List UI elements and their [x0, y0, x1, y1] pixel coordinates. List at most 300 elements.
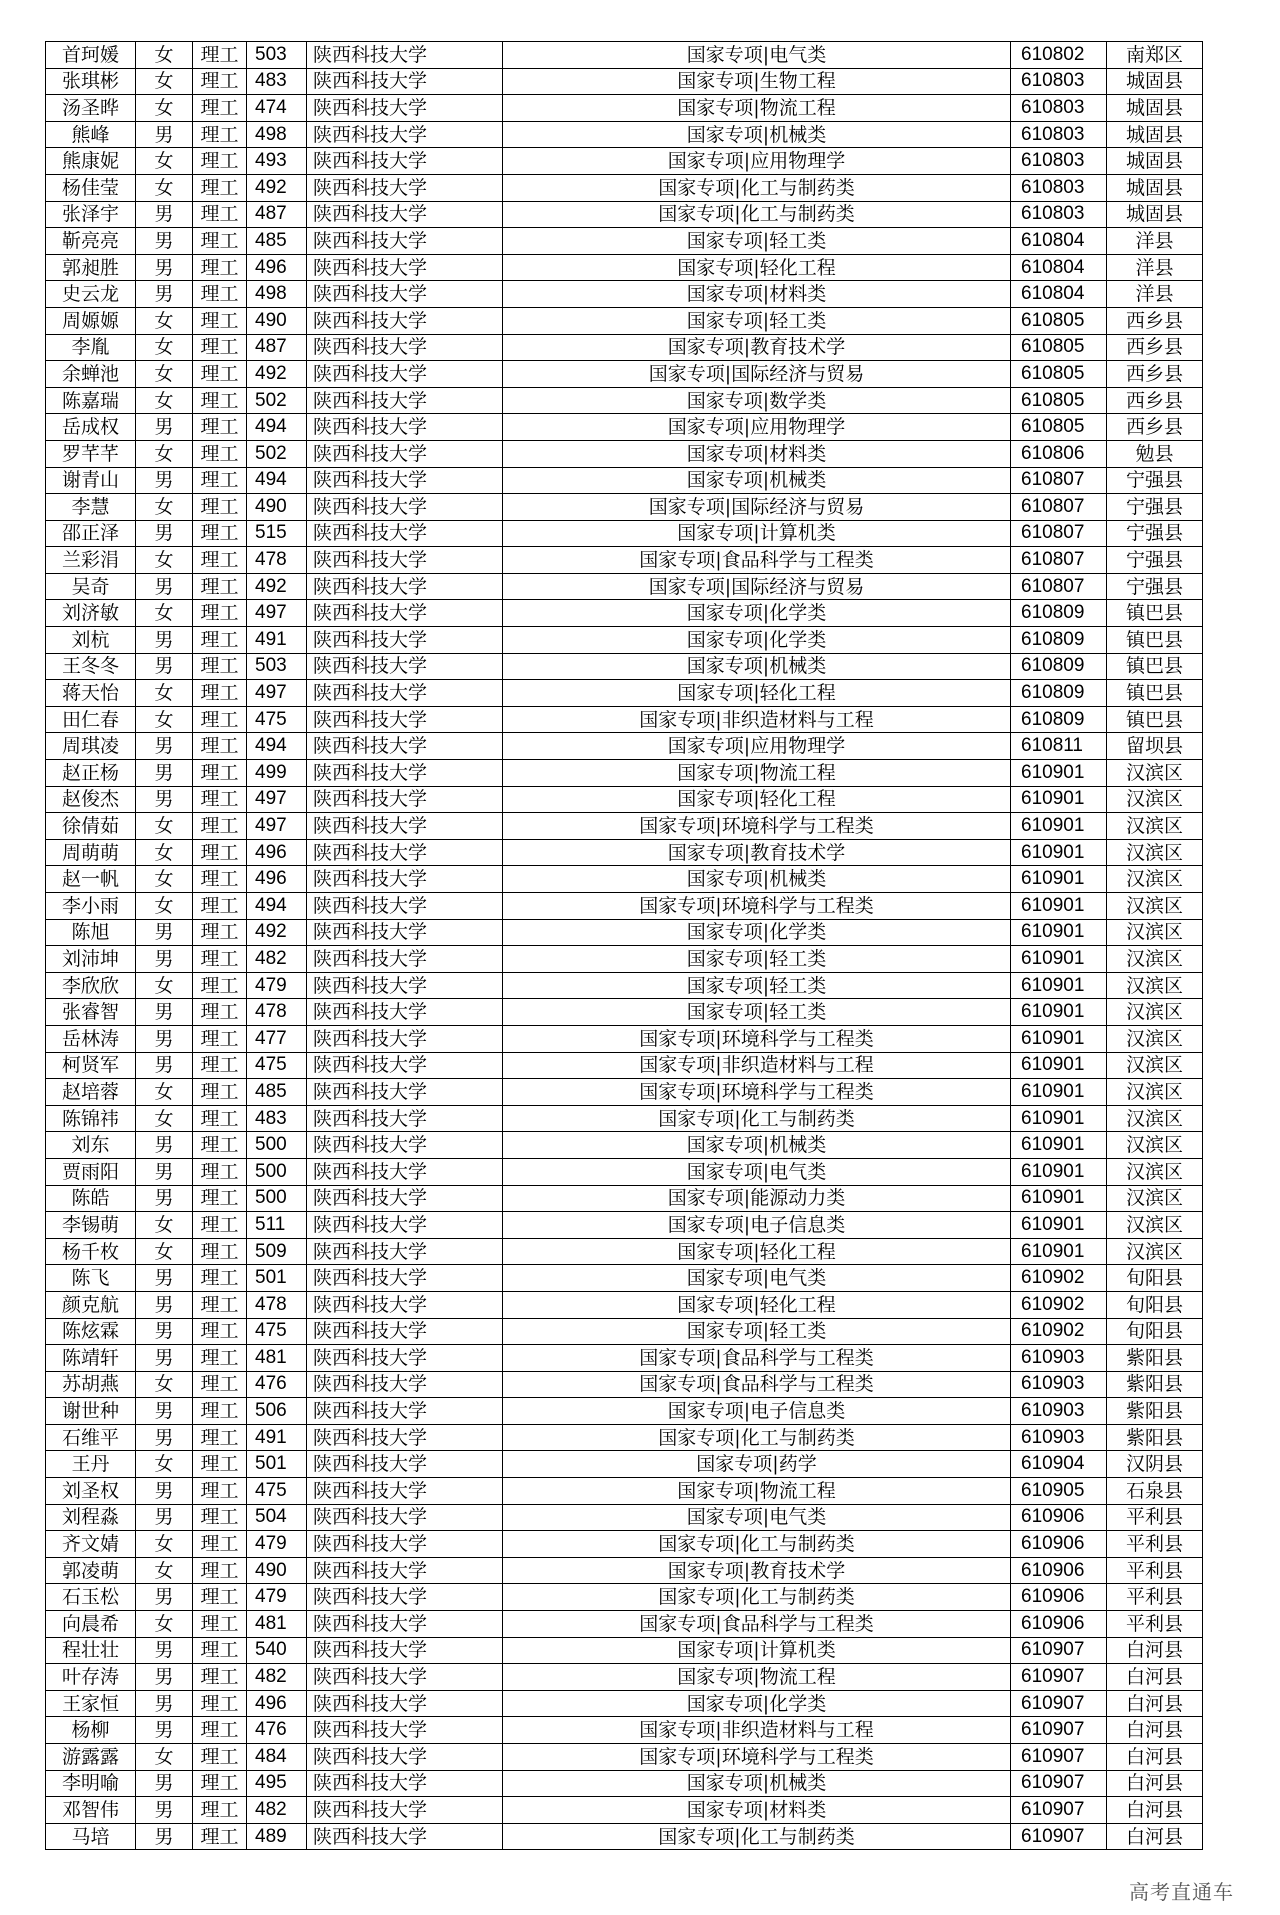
- table-row: [46, 999, 1203, 1026]
- school-name-cell: 陕西科技大学: [307, 1823, 503, 1850]
- student-name-cell: 李小雨: [46, 893, 136, 920]
- region-code-cell: 610807: [1011, 467, 1107, 494]
- gender-cell: 男: [136, 1797, 193, 1824]
- table-row: [46, 1079, 1203, 1106]
- student-name-cell: 靳亮亮: [46, 228, 136, 255]
- region-code-cell: 610902: [1011, 1318, 1107, 1345]
- district-cell: 白河县: [1107, 1717, 1203, 1744]
- gender-cell: 女: [136, 334, 193, 361]
- district-cell: 宁强县: [1107, 467, 1203, 494]
- student-name-cell: 史云龙: [46, 281, 136, 308]
- gender-cell: 女: [136, 600, 193, 627]
- student-name-cell: 程壮壮: [46, 1637, 136, 1664]
- gender-cell: 女: [136, 1371, 193, 1398]
- region-code-cell: 610906: [1011, 1557, 1107, 1584]
- district-cell: 城固县: [1107, 121, 1203, 148]
- table-row: [46, 148, 1203, 175]
- major-cell: 国家专项|电气类: [503, 1265, 1011, 1292]
- region-code-cell: 610809: [1011, 706, 1107, 733]
- gender-cell: 男: [136, 1637, 193, 1664]
- district-cell: 汉滨区: [1107, 1238, 1203, 1265]
- category-cell: 理工: [193, 228, 247, 255]
- category-cell: 理工: [193, 1025, 247, 1052]
- score-cell: 497: [247, 600, 307, 627]
- category-cell: 理工: [193, 1345, 247, 1372]
- student-name-cell: 陈飞: [46, 1265, 136, 1292]
- category-cell: 理工: [193, 972, 247, 999]
- gender-cell: 女: [136, 1238, 193, 1265]
- category-cell: 理工: [193, 706, 247, 733]
- major-cell: 国家专项|食品科学与工程类: [503, 547, 1011, 574]
- gender-cell: 男: [136, 254, 193, 281]
- district-cell: 汉滨区: [1107, 1052, 1203, 1079]
- gender-cell: 男: [136, 1664, 193, 1691]
- table-row: [46, 1584, 1203, 1611]
- student-name-cell: 李欣欣: [46, 972, 136, 999]
- gender-cell: 男: [136, 121, 193, 148]
- district-cell: 宁强县: [1107, 494, 1203, 521]
- school-name-cell: 陕西科技大学: [307, 121, 503, 148]
- major-cell: 国家专项|化工与制药类: [503, 1823, 1011, 1850]
- major-cell: 国家专项|化学类: [503, 600, 1011, 627]
- table-row: [46, 573, 1203, 600]
- major-cell: 国家专项|材料类: [503, 440, 1011, 467]
- region-code-cell: 610901: [1011, 1185, 1107, 1212]
- district-cell: 白河县: [1107, 1744, 1203, 1771]
- category-cell: 理工: [193, 627, 247, 654]
- major-cell: 国家专项|非织造材料与工程: [503, 1717, 1011, 1744]
- table-row: [46, 1717, 1203, 1744]
- major-cell: 国家专项|国际经济与贸易: [503, 494, 1011, 521]
- table-row: [46, 201, 1203, 228]
- gender-cell: 女: [136, 1531, 193, 1558]
- category-cell: 理工: [193, 866, 247, 893]
- score-cell: 492: [247, 361, 307, 388]
- score-cell: 476: [247, 1371, 307, 1398]
- district-cell: 平利县: [1107, 1611, 1203, 1638]
- category-cell: 理工: [193, 1451, 247, 1478]
- student-name-cell: 刘圣权: [46, 1478, 136, 1505]
- student-name-cell: 邓智伟: [46, 1797, 136, 1824]
- student-name-cell: 吴奇: [46, 573, 136, 600]
- student-name-cell: 石玉松: [46, 1584, 136, 1611]
- score-cell: 487: [247, 201, 307, 228]
- table-row: [46, 1770, 1203, 1797]
- major-cell: 国家专项|机械类: [503, 467, 1011, 494]
- region-code-cell: 610903: [1011, 1371, 1107, 1398]
- score-cell: 479: [247, 972, 307, 999]
- district-cell: 旬阳县: [1107, 1291, 1203, 1318]
- admission-table: [45, 41, 1203, 1850]
- category-cell: 理工: [193, 680, 247, 707]
- category-cell: 理工: [193, 1478, 247, 1505]
- score-cell: 475: [247, 1478, 307, 1505]
- district-cell: 汉滨区: [1107, 919, 1203, 946]
- table-row: [46, 1371, 1203, 1398]
- student-name-cell: 周萌萌: [46, 839, 136, 866]
- score-cell: 497: [247, 680, 307, 707]
- school-name-cell: 陕西科技大学: [307, 627, 503, 654]
- region-code-cell: 610907: [1011, 1637, 1107, 1664]
- student-name-cell: 陈锦祎: [46, 1105, 136, 1132]
- region-code-cell: 610907: [1011, 1770, 1107, 1797]
- student-name-cell: 李慧: [46, 494, 136, 521]
- major-cell: 国家专项|环境科学与工程类: [503, 1079, 1011, 1106]
- school-name-cell: 陕西科技大学: [307, 174, 503, 201]
- school-name-cell: 陕西科技大学: [307, 334, 503, 361]
- score-cell: 500: [247, 1158, 307, 1185]
- category-cell: 理工: [193, 1531, 247, 1558]
- category-cell: 理工: [193, 494, 247, 521]
- major-cell: 国家专项|化工与制药类: [503, 1105, 1011, 1132]
- table-row: [46, 1212, 1203, 1239]
- major-cell: 国家专项|化学类: [503, 919, 1011, 946]
- region-code-cell: 610804: [1011, 281, 1107, 308]
- student-name-cell: 王丹: [46, 1451, 136, 1478]
- table-row: [46, 42, 1203, 69]
- school-name-cell: 陕西科技大学: [307, 999, 503, 1026]
- major-cell: 国家专项|化学类: [503, 1690, 1011, 1717]
- school-name-cell: 陕西科技大学: [307, 1371, 503, 1398]
- student-name-cell: 马培: [46, 1823, 136, 1850]
- school-name-cell: 陕西科技大学: [307, 1424, 503, 1451]
- region-code-cell: 610805: [1011, 414, 1107, 441]
- gender-cell: 女: [136, 1611, 193, 1638]
- region-code-cell: 610805: [1011, 307, 1107, 334]
- school-name-cell: 陕西科技大学: [307, 414, 503, 441]
- table-row: [46, 813, 1203, 840]
- district-cell: 西乡县: [1107, 334, 1203, 361]
- category-cell: 理工: [193, 1105, 247, 1132]
- region-code-cell: 610803: [1011, 148, 1107, 175]
- student-name-cell: 蒋天怡: [46, 680, 136, 707]
- major-cell: 国家专项|机械类: [503, 866, 1011, 893]
- category-cell: 理工: [193, 733, 247, 760]
- major-cell: 国家专项|机械类: [503, 1770, 1011, 1797]
- student-name-cell: 张泽宇: [46, 201, 136, 228]
- gender-cell: 男: [136, 281, 193, 308]
- student-name-cell: 叶存涛: [46, 1664, 136, 1691]
- gender-cell: 男: [136, 1318, 193, 1345]
- category-cell: 理工: [193, 1584, 247, 1611]
- major-cell: 国家专项|电气类: [503, 1504, 1011, 1531]
- score-cell: 475: [247, 706, 307, 733]
- school-name-cell: 陕西科技大学: [307, 440, 503, 467]
- score-cell: 490: [247, 307, 307, 334]
- major-cell: 国家专项|轻工类: [503, 972, 1011, 999]
- score-cell: 500: [247, 1132, 307, 1159]
- gender-cell: 男: [136, 520, 193, 547]
- gender-cell: 男: [136, 786, 193, 813]
- major-cell: 国家专项|电气类: [503, 1158, 1011, 1185]
- category-cell: 理工: [193, 600, 247, 627]
- score-cell: 502: [247, 440, 307, 467]
- score-cell: 479: [247, 1584, 307, 1611]
- score-cell: 497: [247, 786, 307, 813]
- major-cell: 国家专项|计算机类: [503, 1637, 1011, 1664]
- school-name-cell: 陕西科技大学: [307, 1797, 503, 1824]
- student-name-cell: 赵一帆: [46, 866, 136, 893]
- table-row: [46, 307, 1203, 334]
- region-code-cell: 610901: [1011, 1052, 1107, 1079]
- gender-cell: 男: [136, 1584, 193, 1611]
- table-row: [46, 1478, 1203, 1505]
- gender-cell: 男: [136, 1717, 193, 1744]
- region-code-cell: 610807: [1011, 573, 1107, 600]
- major-cell: 国家专项|轻工类: [503, 307, 1011, 334]
- gender-cell: 女: [136, 706, 193, 733]
- student-name-cell: 陈炫霖: [46, 1318, 136, 1345]
- region-code-cell: 610803: [1011, 95, 1107, 122]
- score-cell: 504: [247, 1504, 307, 1531]
- school-name-cell: 陕西科技大学: [307, 919, 503, 946]
- category-cell: 理工: [193, 573, 247, 600]
- gender-cell: 男: [136, 1052, 193, 1079]
- table-row: [46, 1052, 1203, 1079]
- score-cell: 483: [247, 68, 307, 95]
- score-cell: 478: [247, 1291, 307, 1318]
- school-name-cell: 陕西科技大学: [307, 148, 503, 175]
- major-cell: 国家专项|轻化工程: [503, 1238, 1011, 1265]
- score-cell: 491: [247, 1424, 307, 1451]
- major-cell: 国家专项|计算机类: [503, 520, 1011, 547]
- category-cell: 理工: [193, 813, 247, 840]
- region-code-cell: 610906: [1011, 1611, 1107, 1638]
- major-cell: 国家专项|电气类: [503, 42, 1011, 69]
- major-cell: 国家专项|食品科学与工程类: [503, 1611, 1011, 1638]
- table-row: [46, 680, 1203, 707]
- gender-cell: 女: [136, 307, 193, 334]
- student-name-cell: 贾雨阳: [46, 1158, 136, 1185]
- district-cell: 城固县: [1107, 95, 1203, 122]
- score-cell: 497: [247, 813, 307, 840]
- student-name-cell: 李明喻: [46, 1770, 136, 1797]
- region-code-cell: 610903: [1011, 1424, 1107, 1451]
- major-cell: 国家专项|国际经济与贸易: [503, 361, 1011, 388]
- school-name-cell: 陕西科技大学: [307, 1664, 503, 1691]
- gender-cell: 女: [136, 95, 193, 122]
- major-cell: 国家专项|应用物理学: [503, 148, 1011, 175]
- table-row: [46, 387, 1203, 414]
- category-cell: 理工: [193, 307, 247, 334]
- school-name-cell: 陕西科技大学: [307, 547, 503, 574]
- table-row: [46, 1238, 1203, 1265]
- region-code-cell: 610901: [1011, 972, 1107, 999]
- score-cell: 492: [247, 919, 307, 946]
- region-code-cell: 610901: [1011, 946, 1107, 973]
- major-cell: 国家专项|化工与制药类: [503, 1531, 1011, 1558]
- student-name-cell: 王冬冬: [46, 653, 136, 680]
- student-name-cell: 柯贤军: [46, 1052, 136, 1079]
- score-cell: 501: [247, 1451, 307, 1478]
- table-row: [46, 627, 1203, 654]
- table-row: [46, 494, 1203, 521]
- score-cell: 496: [247, 254, 307, 281]
- table-row: [46, 68, 1203, 95]
- region-code-cell: 610805: [1011, 387, 1107, 414]
- district-cell: 西乡县: [1107, 414, 1203, 441]
- category-cell: 理工: [193, 1052, 247, 1079]
- school-name-cell: 陕西科技大学: [307, 760, 503, 787]
- region-code-cell: 610802: [1011, 42, 1107, 69]
- score-cell: 498: [247, 121, 307, 148]
- student-name-cell: 谢世种: [46, 1398, 136, 1425]
- major-cell: 国家专项|轻化工程: [503, 1291, 1011, 1318]
- table-row: [46, 361, 1203, 388]
- score-cell: 503: [247, 42, 307, 69]
- category-cell: 理工: [193, 95, 247, 122]
- student-name-cell: 向晨希: [46, 1611, 136, 1638]
- major-cell: 国家专项|轻化工程: [503, 786, 1011, 813]
- category-cell: 理工: [193, 467, 247, 494]
- district-cell: 汉滨区: [1107, 1185, 1203, 1212]
- student-name-cell: 陈靖轩: [46, 1345, 136, 1372]
- gender-cell: 女: [136, 1451, 193, 1478]
- major-cell: 国家专项|应用物理学: [503, 733, 1011, 760]
- category-cell: 理工: [193, 1664, 247, 1691]
- table-row: [46, 600, 1203, 627]
- student-name-cell: 苏胡燕: [46, 1371, 136, 1398]
- school-name-cell: 陕西科技大学: [307, 494, 503, 521]
- category-cell: 理工: [193, 1079, 247, 1106]
- table-row: [46, 1185, 1203, 1212]
- region-code-cell: 610811: [1011, 733, 1107, 760]
- table-row: [46, 1690, 1203, 1717]
- major-cell: 国家专项|化工与制药类: [503, 174, 1011, 201]
- score-cell: 478: [247, 547, 307, 574]
- gender-cell: 男: [136, 1025, 193, 1052]
- region-code-cell: 610805: [1011, 361, 1107, 388]
- student-name-cell: 谢青山: [46, 467, 136, 494]
- school-name-cell: 陕西科技大学: [307, 813, 503, 840]
- score-cell: 494: [247, 733, 307, 760]
- category-cell: 理工: [193, 1557, 247, 1584]
- region-code-cell: 610803: [1011, 174, 1107, 201]
- school-name-cell: 陕西科技大学: [307, 600, 503, 627]
- category-cell: 理工: [193, 281, 247, 308]
- student-name-cell: 王家恒: [46, 1690, 136, 1717]
- score-cell: 482: [247, 1664, 307, 1691]
- score-cell: 489: [247, 1823, 307, 1850]
- gender-cell: 女: [136, 361, 193, 388]
- category-cell: 理工: [193, 547, 247, 574]
- district-cell: 旬阳县: [1107, 1265, 1203, 1292]
- score-cell: 485: [247, 228, 307, 255]
- table-row: [46, 1105, 1203, 1132]
- score-cell: 482: [247, 946, 307, 973]
- table-row: [46, 1132, 1203, 1159]
- district-cell: 汉滨区: [1107, 1132, 1203, 1159]
- region-code-cell: 610904: [1011, 1451, 1107, 1478]
- district-cell: 平利县: [1107, 1557, 1203, 1584]
- gender-cell: 男: [136, 1478, 193, 1505]
- school-name-cell: 陕西科技大学: [307, 1690, 503, 1717]
- major-cell: 国家专项|能源动力类: [503, 1185, 1011, 1212]
- district-cell: 汉滨区: [1107, 839, 1203, 866]
- major-cell: 国家专项|轻工类: [503, 228, 1011, 255]
- major-cell: 国家专项|化工与制药类: [503, 1424, 1011, 1451]
- table-row: [46, 1265, 1203, 1292]
- student-name-cell: 杨柳: [46, 1717, 136, 1744]
- table-row: [46, 1398, 1203, 1425]
- district-cell: 洋县: [1107, 254, 1203, 281]
- table-row: [46, 1158, 1203, 1185]
- score-cell: 481: [247, 1345, 307, 1372]
- category-cell: 理工: [193, 1424, 247, 1451]
- district-cell: 紫阳县: [1107, 1424, 1203, 1451]
- table-row: [46, 1291, 1203, 1318]
- score-cell: 496: [247, 839, 307, 866]
- table-row: [46, 281, 1203, 308]
- school-name-cell: 陕西科技大学: [307, 1238, 503, 1265]
- table-row: [46, 334, 1203, 361]
- region-code-cell: 610803: [1011, 201, 1107, 228]
- district-cell: 汉滨区: [1107, 1025, 1203, 1052]
- gender-cell: 男: [136, 1265, 193, 1292]
- region-code-cell: 610901: [1011, 893, 1107, 920]
- gender-cell: 男: [136, 573, 193, 600]
- student-name-cell: 熊峰: [46, 121, 136, 148]
- region-code-cell: 610906: [1011, 1584, 1107, 1611]
- region-code-cell: 610901: [1011, 839, 1107, 866]
- category-cell: 理工: [193, 68, 247, 95]
- table-row: [46, 1531, 1203, 1558]
- region-code-cell: 610901: [1011, 1212, 1107, 1239]
- school-name-cell: 陕西科技大学: [307, 228, 503, 255]
- table-row: [46, 1637, 1203, 1664]
- major-cell: 国家专项|物流工程: [503, 1478, 1011, 1505]
- major-cell: 国家专项|轻化工程: [503, 680, 1011, 707]
- gender-cell: 女: [136, 893, 193, 920]
- student-name-cell: 周嫄嫄: [46, 307, 136, 334]
- school-name-cell: 陕西科技大学: [307, 1318, 503, 1345]
- district-cell: 南郑区: [1107, 42, 1203, 69]
- major-cell: 国家专项|环境科学与工程类: [503, 1744, 1011, 1771]
- gender-cell: 女: [136, 174, 193, 201]
- category-cell: 理工: [193, 760, 247, 787]
- table-row: [46, 1504, 1203, 1531]
- region-code-cell: 610902: [1011, 1265, 1107, 1292]
- school-name-cell: 陕西科技大学: [307, 706, 503, 733]
- region-code-cell: 610907: [1011, 1664, 1107, 1691]
- score-cell: 475: [247, 1052, 307, 1079]
- score-cell: 479: [247, 1531, 307, 1558]
- category-cell: 理工: [193, 1770, 247, 1797]
- score-cell: 498: [247, 281, 307, 308]
- student-name-cell: 杨千枚: [46, 1238, 136, 1265]
- major-cell: 国家专项|轻工类: [503, 999, 1011, 1026]
- category-cell: 理工: [193, 1318, 247, 1345]
- table-row: [46, 1025, 1203, 1052]
- school-name-cell: 陕西科技大学: [307, 1132, 503, 1159]
- student-name-cell: 刘东: [46, 1132, 136, 1159]
- score-cell: 492: [247, 573, 307, 600]
- student-name-cell: 刘沛坤: [46, 946, 136, 973]
- district-cell: 汉滨区: [1107, 786, 1203, 813]
- score-cell: 475: [247, 1318, 307, 1345]
- region-code-cell: 610901: [1011, 760, 1107, 787]
- score-cell: 487: [247, 334, 307, 361]
- score-cell: 502: [247, 387, 307, 414]
- table-row: [46, 1451, 1203, 1478]
- category-cell: 理工: [193, 1132, 247, 1159]
- major-cell: 国家专项|物流工程: [503, 95, 1011, 122]
- student-name-cell: 石维平: [46, 1424, 136, 1451]
- region-code-cell: 610809: [1011, 680, 1107, 707]
- region-code-cell: 610906: [1011, 1504, 1107, 1531]
- district-cell: 白河县: [1107, 1770, 1203, 1797]
- school-name-cell: 陕西科技大学: [307, 866, 503, 893]
